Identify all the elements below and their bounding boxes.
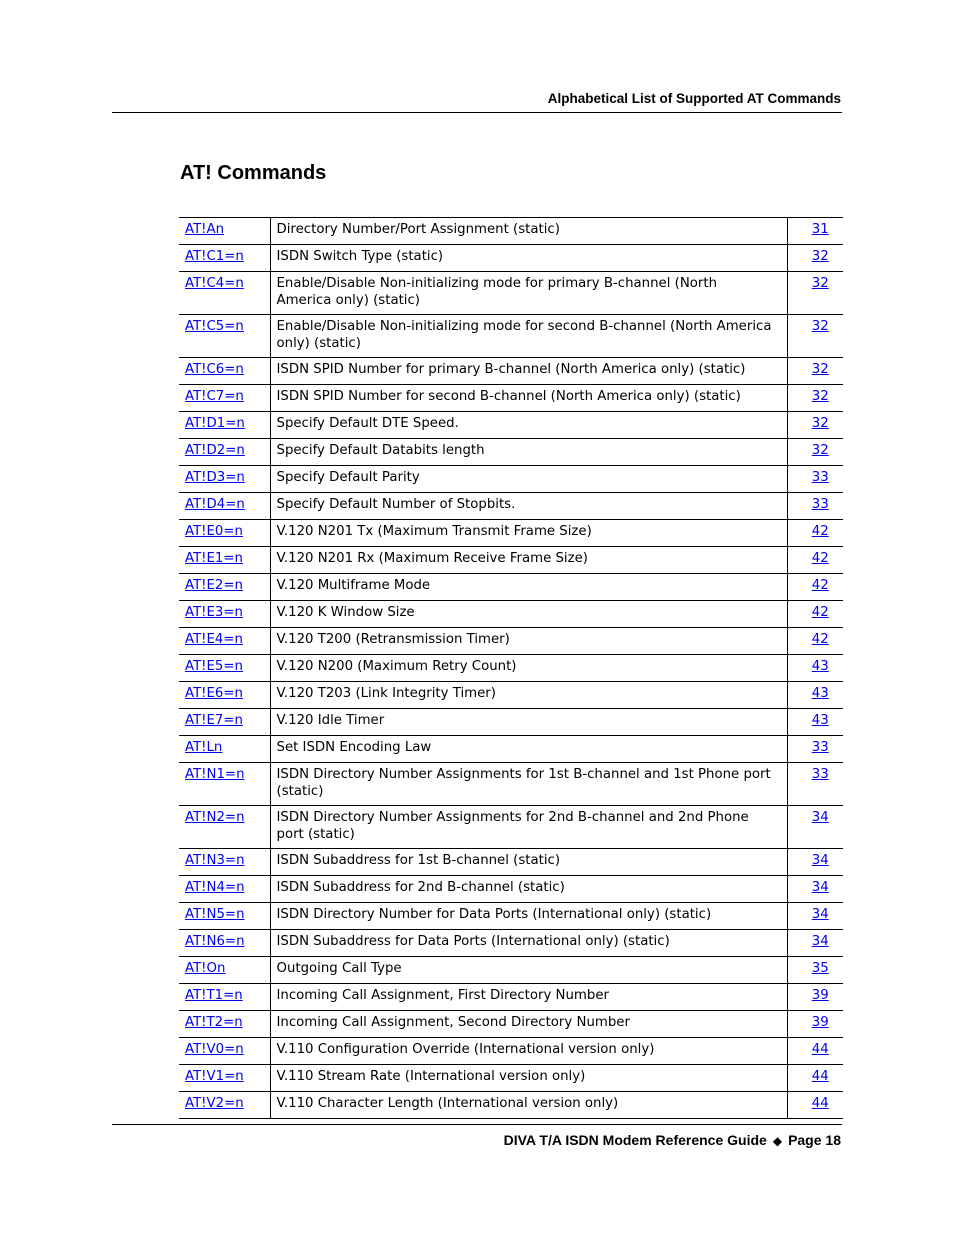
table-row xyxy=(179,1092,843,1119)
page-cell xyxy=(787,876,843,903)
description-cell: Set ISDN Encoding Law xyxy=(270,736,787,763)
command-link[interactable]: AT!N2=n xyxy=(185,810,245,825)
page-cell xyxy=(787,655,843,682)
page-link[interactable]: 33 xyxy=(811,497,829,512)
description-cell: V.110 Stream Rate (International version only) xyxy=(270,1065,787,1092)
command-link[interactable]: AT!N1=n xyxy=(185,767,245,782)
command-cell xyxy=(179,628,270,655)
command-link[interactable]: AT!V1=n xyxy=(185,1069,244,1084)
table-row xyxy=(179,806,843,849)
description-cell: ISDN Directory Number Assignments for 1st B-channel and 1st Phone port (static) xyxy=(270,763,787,806)
description-cell: V.120 Idle Timer xyxy=(270,709,787,736)
table-row xyxy=(179,682,843,709)
command-link[interactable]: AT!D1=n xyxy=(185,416,245,431)
description-cell: Specify Default Number of Stopbits. xyxy=(270,493,787,520)
page-cell xyxy=(787,1038,843,1065)
page-link[interactable]: 42 xyxy=(811,605,829,620)
command-link[interactable]: AT!D3=n xyxy=(185,470,245,485)
page-link[interactable]: 44 xyxy=(811,1042,829,1057)
command-cell xyxy=(179,806,270,849)
command-cell xyxy=(179,655,270,682)
command-cell xyxy=(179,736,270,763)
page-cell xyxy=(787,709,843,736)
page-cell xyxy=(787,412,843,439)
command-cell xyxy=(179,930,270,957)
page-cell xyxy=(787,763,843,806)
command-link[interactable]: AT!N6=n xyxy=(185,934,245,949)
command-link[interactable]: AT!E0=n xyxy=(185,524,243,539)
description-cell: Specify Default Databits length xyxy=(270,439,787,466)
description-cell: Incoming Call Assignment, First Directory Number xyxy=(270,984,787,1011)
command-link[interactable]: AT!E7=n xyxy=(185,713,243,728)
page-link[interactable]: 44 xyxy=(811,1096,829,1111)
description-cell: V.110 Character Length (International version only) xyxy=(270,1092,787,1119)
description-cell: ISDN Subaddress for Data Ports (International only) (static) xyxy=(270,930,787,957)
table-row xyxy=(179,412,843,439)
command-link[interactable]: AT!C1=n xyxy=(185,249,244,264)
command-link[interactable]: AT!C4=n xyxy=(185,276,244,291)
table-row xyxy=(179,520,843,547)
table-row xyxy=(179,547,843,574)
command-cell xyxy=(179,682,270,709)
table-row xyxy=(179,655,843,682)
description-cell: ISDN Directory Number Assignments for 2nd B-channel and 2nd Phone port (static) xyxy=(270,806,787,849)
page-cell xyxy=(787,601,843,628)
page-link[interactable]: 34 xyxy=(811,810,829,825)
command-cell xyxy=(179,245,270,272)
page-footer xyxy=(112,1132,841,1148)
command-cell xyxy=(179,601,270,628)
description-cell: V.120 Multiframe Mode xyxy=(270,574,787,601)
table-row xyxy=(179,628,843,655)
description-cell: ISDN Switch Type (static) xyxy=(270,245,787,272)
page-link[interactable]: 31 xyxy=(811,222,829,237)
page-link[interactable]: 34 xyxy=(811,880,829,895)
page-cell xyxy=(787,245,843,272)
table-row xyxy=(179,957,843,984)
command-link[interactable]: AT!V0=n xyxy=(185,1042,244,1057)
page-link[interactable]: 34 xyxy=(811,934,829,949)
table-row xyxy=(179,876,843,903)
table-row xyxy=(179,439,843,466)
table-row xyxy=(179,358,843,385)
page-cell xyxy=(787,930,843,957)
description-cell: Outgoing Call Type xyxy=(270,957,787,984)
page-cell xyxy=(787,520,843,547)
command-cell xyxy=(179,547,270,574)
description-cell: Incoming Call Assignment, Second Directory Number xyxy=(270,1011,787,1038)
page-link[interactable]: 44 xyxy=(811,1069,829,1084)
page-link[interactable]: 43 xyxy=(811,659,829,674)
page-link[interactable]: 43 xyxy=(811,713,829,728)
command-cell xyxy=(179,903,270,930)
page-cell xyxy=(787,547,843,574)
page-cell xyxy=(787,682,843,709)
command-link[interactable]: AT!E5=n xyxy=(185,659,243,674)
page-link[interactable]: 33 xyxy=(811,470,829,485)
page-number: Page 18 xyxy=(788,1132,841,1148)
page-link[interactable]: 39 xyxy=(811,988,829,1003)
commands-table xyxy=(179,217,843,1119)
command-cell xyxy=(179,1011,270,1038)
table-row xyxy=(179,574,843,601)
table-row xyxy=(179,930,843,957)
description-cell: Directory Number/Port Assignment (static) xyxy=(270,218,787,245)
description-cell: ISDN Subaddress for 2nd B-channel (static) xyxy=(270,876,787,903)
page-link[interactable]: 32 xyxy=(811,319,829,334)
command-link[interactable]: AT!C6=n xyxy=(185,362,244,377)
page-link[interactable]: 43 xyxy=(811,686,829,701)
section-title: AT! Commands xyxy=(180,162,327,184)
command-cell xyxy=(179,1092,270,1119)
command-cell xyxy=(179,358,270,385)
table-row xyxy=(179,245,843,272)
description-cell: Specify Default Parity xyxy=(270,466,787,493)
description-cell: ISDN Subaddress for 1st B-channel (static) xyxy=(270,849,787,876)
command-cell xyxy=(179,1065,270,1092)
command-cell xyxy=(179,709,270,736)
command-link[interactable]: AT!N4=n xyxy=(185,880,245,895)
command-link[interactable]: AT!N3=n xyxy=(185,853,245,868)
page-cell xyxy=(787,628,843,655)
command-cell xyxy=(179,493,270,520)
page-cell xyxy=(787,315,843,358)
page-link[interactable]: 32 xyxy=(811,249,829,264)
description-cell: Enable/Disable Non-initializing mode for primary B-channel (North America only) (static) xyxy=(270,272,787,315)
page-link[interactable]: 32 xyxy=(811,389,829,404)
page-cell xyxy=(787,493,843,520)
page-link[interactable]: 42 xyxy=(811,632,829,647)
page-cell xyxy=(787,1011,843,1038)
command-cell xyxy=(179,412,270,439)
page-cell xyxy=(787,736,843,763)
page-cell xyxy=(787,849,843,876)
header-rule xyxy=(112,112,842,113)
page-cell xyxy=(787,574,843,601)
table-row xyxy=(179,984,843,1011)
command-link[interactable]: AT!T2=n xyxy=(185,1015,243,1030)
command-link[interactable]: AT!E1=n xyxy=(185,551,243,566)
command-cell xyxy=(179,574,270,601)
page-link[interactable]: 32 xyxy=(811,443,829,458)
table-row xyxy=(179,849,843,876)
command-cell xyxy=(179,272,270,315)
description-cell: Enable/Disable Non-initializing mode for second B-channel (North America only) (static) xyxy=(270,315,787,358)
table-row xyxy=(179,1065,843,1092)
command-cell xyxy=(179,520,270,547)
description-cell: V.120 N200 (Maximum Retry Count) xyxy=(270,655,787,682)
page-link[interactable]: 32 xyxy=(811,362,829,377)
command-link[interactable]: AT!D4=n xyxy=(185,497,245,512)
page-cell xyxy=(787,903,843,930)
page-cell xyxy=(787,358,843,385)
command-cell xyxy=(179,439,270,466)
description-cell: V.120 N201 Tx (Maximum Transmit Frame Size) xyxy=(270,520,787,547)
page-cell xyxy=(787,385,843,412)
page-cell xyxy=(787,957,843,984)
page-cell xyxy=(787,218,843,245)
command-link[interactable]: AT!C7=n xyxy=(185,389,244,404)
footer-rule xyxy=(112,1124,842,1125)
command-link[interactable]: AT!C5=n xyxy=(185,319,244,334)
command-cell xyxy=(179,849,270,876)
table-row xyxy=(179,1038,843,1065)
page-cell xyxy=(787,806,843,849)
description-cell: ISDN SPID Number for primary B-channel (North America only) (static) xyxy=(270,358,787,385)
command-link[interactable]: AT!E6=n xyxy=(185,686,243,701)
page-cell xyxy=(787,466,843,493)
command-cell xyxy=(179,315,270,358)
description-cell: ISDN SPID Number for second B-channel (North America only) (static) xyxy=(270,385,787,412)
command-link[interactable]: AT!T1=n xyxy=(185,988,243,1003)
guide-title: DIVA T/A ISDN Modem Reference Guide xyxy=(503,1132,767,1148)
command-link[interactable]: AT!An xyxy=(185,222,225,237)
page-link[interactable]: 32 xyxy=(811,276,829,291)
table-row xyxy=(179,763,843,806)
command-link[interactable]: AT!On xyxy=(185,961,226,976)
description-cell: Specify Default DTE Speed. xyxy=(270,412,787,439)
command-cell xyxy=(179,466,270,493)
running-header-title: Alphabetical List of Supported AT Commands xyxy=(547,91,841,106)
command-link[interactable]: AT!D2=n xyxy=(185,443,245,458)
table-row xyxy=(179,385,843,412)
table-row xyxy=(179,903,843,930)
table-row xyxy=(179,218,843,245)
table-row xyxy=(179,601,843,628)
page-link[interactable]: 34 xyxy=(811,907,829,922)
command-cell xyxy=(179,1038,270,1065)
table-row xyxy=(179,736,843,763)
description-cell: ISDN Directory Number for Data Ports (International only) (static) xyxy=(270,903,787,930)
page-link[interactable]: 42 xyxy=(811,551,829,566)
description-cell: V.120 T200 (Retransmission Timer) xyxy=(270,628,787,655)
command-link[interactable]: AT!V2=n xyxy=(185,1096,244,1111)
table-row xyxy=(179,315,843,358)
command-cell xyxy=(179,876,270,903)
command-link[interactable]: AT!Ln xyxy=(185,740,223,755)
command-link[interactable]: AT!E3=n xyxy=(185,605,243,620)
page-cell xyxy=(787,1092,843,1119)
table-row xyxy=(179,272,843,315)
page-link[interactable]: 35 xyxy=(811,961,829,976)
page-link[interactable]: 42 xyxy=(811,524,829,539)
commands-table-body xyxy=(179,218,843,1119)
command-cell xyxy=(179,984,270,1011)
command-cell xyxy=(179,763,270,806)
table-row xyxy=(179,466,843,493)
page-link[interactable]: 33 xyxy=(811,740,829,755)
page-cell xyxy=(787,984,843,1011)
command-cell xyxy=(179,385,270,412)
page-link[interactable]: 42 xyxy=(811,578,829,593)
description-cell: V.110 Configuration Override (International version only) xyxy=(270,1038,787,1065)
table-row xyxy=(179,709,843,736)
page-link[interactable]: 34 xyxy=(811,853,829,868)
table-row xyxy=(179,493,843,520)
page-cell xyxy=(787,439,843,466)
command-link[interactable]: AT!E2=n xyxy=(185,578,243,593)
command-cell xyxy=(179,957,270,984)
description-cell: V.120 K Window Size xyxy=(270,601,787,628)
page-link[interactable]: 33 xyxy=(811,767,829,782)
description-cell: V.120 N201 Rx (Maximum Receive Frame Size) xyxy=(270,547,787,574)
description-cell: V.120 T203 (Link Integrity Timer) xyxy=(270,682,787,709)
diamond-separator-icon: ◆ xyxy=(772,1134,783,1148)
command-cell xyxy=(179,218,270,245)
command-link[interactable]: AT!E4=n xyxy=(185,632,243,647)
table-row xyxy=(179,1011,843,1038)
page-cell xyxy=(787,1065,843,1092)
page-cell xyxy=(787,272,843,315)
page-link[interactable]: 32 xyxy=(811,416,829,431)
command-link[interactable]: AT!N5=n xyxy=(185,907,245,922)
page-link[interactable]: 39 xyxy=(811,1015,829,1030)
